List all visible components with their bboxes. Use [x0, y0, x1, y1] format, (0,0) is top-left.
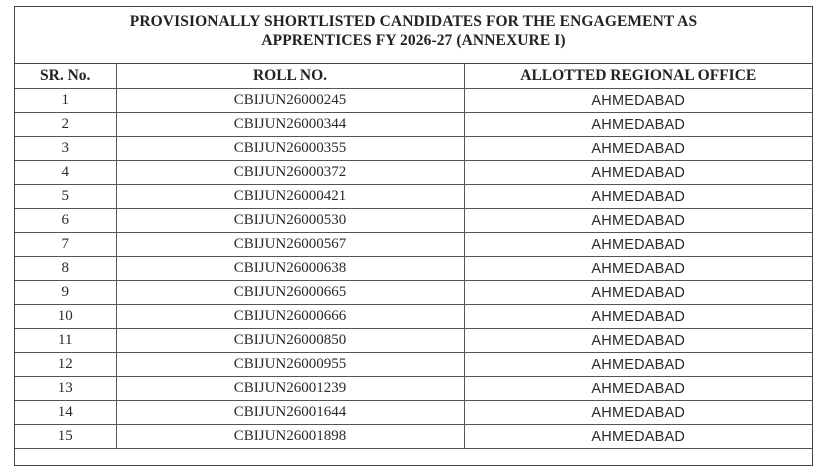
sr-no-cell: 4	[15, 161, 116, 185]
sr-no-cell: 3	[15, 137, 116, 161]
roll-no-cell: CBIJUN26001898	[116, 425, 464, 449]
roll-no-cell: CBIJUN26001239	[116, 377, 464, 401]
sr-no-cell: 12	[15, 353, 116, 377]
candidates-table	[15, 64, 812, 449]
table-body	[15, 89, 812, 449]
document-title	[15, 7, 812, 64]
sr-no-cell: 11	[15, 329, 116, 353]
table-row	[15, 209, 812, 233]
roll-no-cell: CBIJUN26000567	[116, 233, 464, 257]
roll-no-cell: CBIJUN26000355	[116, 137, 464, 161]
roll-no-cell: CBIJUN26000245	[116, 89, 464, 113]
sr-no-cell: 13	[15, 377, 116, 401]
roll-no-cell: CBIJUN26000850	[116, 329, 464, 353]
sr-no-cell: 8	[15, 257, 116, 281]
regional-office-cell: AHMEDABAD	[464, 137, 812, 161]
roll-no-cell: CBIJUN26000530	[116, 209, 464, 233]
table-row	[15, 233, 812, 257]
table-row	[15, 353, 812, 377]
header-roll-no: ROLL NO.	[116, 64, 464, 89]
shortlist-document	[14, 6, 813, 466]
sr-no-cell: 9	[15, 281, 116, 305]
sr-no-cell: 15	[15, 425, 116, 449]
roll-no-cell: CBIJUN26000344	[116, 113, 464, 137]
regional-office-cell: AHMEDABAD	[464, 233, 812, 257]
regional-office-cell: AHMEDABAD	[464, 353, 812, 377]
roll-no-cell: CBIJUN26000372	[116, 161, 464, 185]
regional-office-cell: AHMEDABAD	[464, 425, 812, 449]
roll-no-cell: CBIJUN26000421	[116, 185, 464, 209]
table-row	[15, 377, 812, 401]
title-line-1: PROVISIONALLY SHORTLISTED CANDIDATES FOR THE ENGAGEMENT AS	[129, 13, 698, 30]
sr-no-cell: 1	[15, 89, 116, 113]
roll-no-cell: CBIJUN26000666	[116, 305, 464, 329]
table-row	[15, 137, 812, 161]
table-row	[15, 329, 812, 353]
regional-office-cell: AHMEDABAD	[464, 209, 812, 233]
sr-no-cell: 7	[15, 233, 116, 257]
roll-no-cell: CBIJUN26000638	[116, 257, 464, 281]
roll-no-cell: CBIJUN26001644	[116, 401, 464, 425]
table-row	[15, 425, 812, 449]
table-row	[15, 161, 812, 185]
roll-no-cell: CBIJUN26000955	[116, 353, 464, 377]
regional-office-cell: AHMEDABAD	[464, 401, 812, 425]
sr-no-cell: 14	[15, 401, 116, 425]
table-row	[15, 257, 812, 281]
sr-no-cell: 6	[15, 209, 116, 233]
regional-office-cell: AHMEDABAD	[464, 185, 812, 209]
table-row	[15, 305, 812, 329]
table-row	[15, 401, 812, 425]
regional-office-cell: AHMEDABAD	[464, 89, 812, 113]
table-row	[15, 113, 812, 137]
table-header-row	[15, 64, 812, 89]
regional-office-cell: AHMEDABAD	[464, 281, 812, 305]
regional-office-cell: AHMEDABAD	[464, 377, 812, 401]
header-regional-office: ALLOTTED REGIONAL OFFICE	[464, 64, 812, 89]
header-sr-no: SR. No.	[15, 64, 116, 89]
sr-no-cell: 5	[15, 185, 116, 209]
regional-office-cell: AHMEDABAD	[464, 329, 812, 353]
table-row	[15, 281, 812, 305]
regional-office-cell: AHMEDABAD	[464, 257, 812, 281]
table-row	[15, 185, 812, 209]
roll-no-cell: CBIJUN26000665	[116, 281, 464, 305]
title-line-2: APPRENTICES FY 2026-27 (ANNEXURE I)	[261, 32, 566, 49]
sr-no-cell: 2	[15, 113, 116, 137]
regional-office-cell: AHMEDABAD	[464, 113, 812, 137]
regional-office-cell: AHMEDABAD	[464, 161, 812, 185]
regional-office-cell: AHMEDABAD	[464, 305, 812, 329]
table-row	[15, 89, 812, 113]
sr-no-cell: 10	[15, 305, 116, 329]
